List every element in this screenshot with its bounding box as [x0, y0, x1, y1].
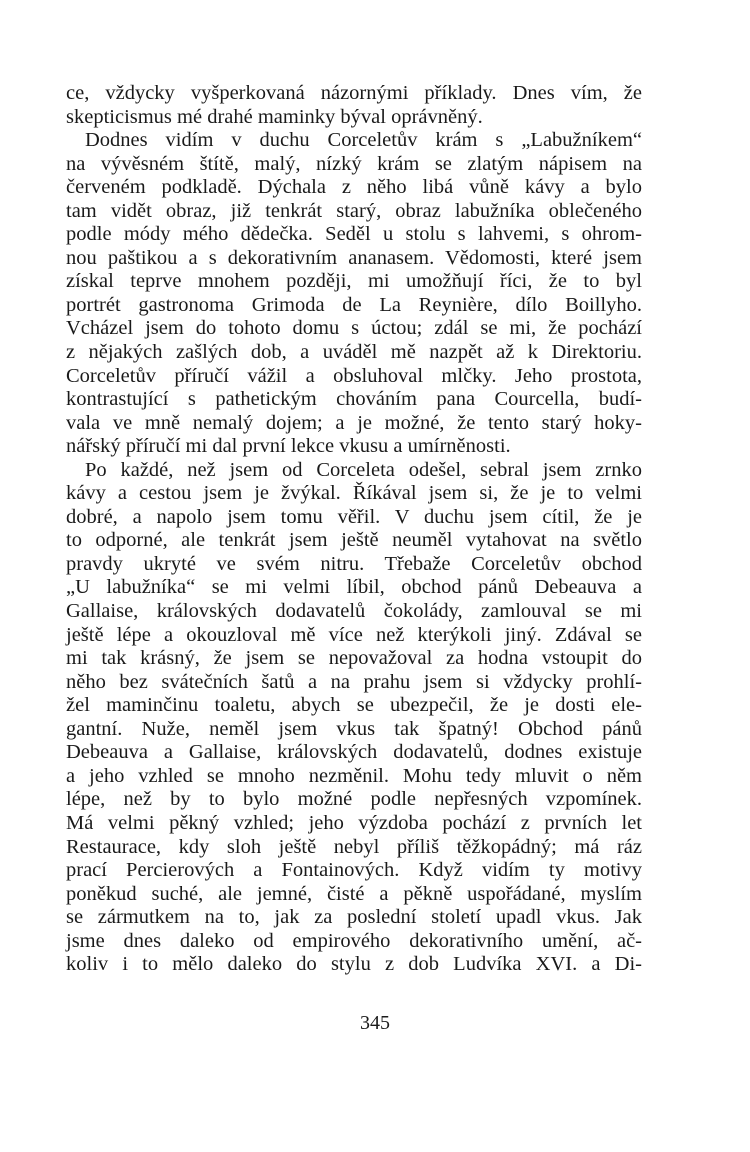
text-line: kontrastující s pathetickým chováním pana Courcella, budí-	[66, 388, 642, 411]
text-line: na vývěsném štítě, malý, nízký krám se zlatým nápisem na	[66, 152, 642, 175]
text-line: Má velmi pěkný vzhled; jeho výzdoba pochází z prvních let	[66, 811, 642, 834]
text-line: Dodnes vidím v duchu Corceletův krám s „Labužníkem“	[85, 129, 642, 152]
text-line: kávy a cestou jsem je žvýkal. Říkával jsem si, že je to velmi	[66, 482, 642, 505]
text-line: poněkud suché, ale jemné, čisté a pěkně uspořádané, myslím	[66, 882, 642, 905]
text-line: nářský příručí mi dal první lekce vkusu a umírněnosti.	[66, 435, 511, 458]
text-line: se zármutkem na to, jak za poslední století upadl vkus. Jak	[66, 906, 642, 929]
text-line: portrét gastronoma Grimoda de La Reynière, dílo Boillyho.	[66, 293, 642, 316]
text-line: něho bez svátečních šatů a na prahu jsem si vždycky prohlí-	[66, 670, 642, 693]
text-line: to odporné, ale tenkrát jsem ještě neuměl vytahovat na světlo	[66, 529, 642, 552]
text-line: jsme dnes daleko od empirového dekorativního umění, ač-	[66, 929, 642, 952]
text-line: červeném podkladě. Dýchala z něho libá vůně kávy a bylo	[66, 176, 642, 199]
text-line: získal teprve mnohem později, mi umožňují říci, že to byl	[66, 270, 642, 293]
text-line: Corceletův příručí vážil a obsluhoval mlčky. Jeho prostota,	[66, 364, 642, 387]
text-line: mi tak krásný, že jsem se nepovažoval za hodna vstoupit do	[66, 647, 642, 670]
text-line: gantní. Nuže, neměl jsem vkus tak špatný! Obchod pánů	[66, 717, 642, 740]
text-line: pravdy ukryté ve svém nitru. Třebaže Corceletův obchod	[66, 552, 642, 575]
text-line: lépe, než by to bylo možné podle nepřesných vzpomínek.	[66, 788, 642, 811]
text-line: podle módy mého dědečka. Seděl u stolu s lahvemi, s ohrom-	[66, 223, 642, 246]
body-text	[66, 82, 642, 977]
text-line: Restaurace, kdy sloh ještě nebyl příliš těžkopádný; má ráz	[66, 835, 642, 858]
text-line: „U labužníka“ se mi velmi líbil, obchod pánů Debeauva a	[66, 576, 642, 599]
text-line: ještě lépe a okouzloval mě více než kterýkoli jiný. Zdával se	[66, 623, 642, 646]
text-line: Debeauva a Gallaise, královských dodavatelů, dodnes existuje	[66, 741, 642, 764]
page-number: 345	[360, 1012, 390, 1034]
text-line: Po každé, než jsem od Corceleta odešel, sebral jsem zrnko	[85, 458, 642, 481]
text-line: koliv i to mělo daleko do stylu z dob Ludvíka XVI. a Di-	[66, 953, 642, 976]
text-line: žel maminčinu toaletu, abych se ubezpečil, že je dosti ele-	[66, 694, 642, 717]
text-line: dobré, a napolo jsem tomu věřil. V duchu jsem cítil, že je	[66, 505, 642, 528]
text-line: ce, vždycky vyšperkovaná názornými příklady. Dnes vím, že	[66, 82, 642, 104]
text-line: a jeho vzhled se mnoho nezměnil. Mohu tedy mluvit o něm	[66, 764, 642, 787]
text-line: tam vidět obraz, již tenkrát starý, obraz labužníka oblečeného	[66, 199, 642, 222]
text-line: skepticismus mé drahé maminky býval oprávněný.	[66, 105, 483, 128]
text-line: prací Percierových a Fontainových. Když vidím ty motivy	[66, 859, 642, 882]
text-line: z nějakých zašlých dob, a uváděl mě nazpět až k Direktoriu.	[66, 341, 642, 364]
text-line: Vcházel jsem do tohoto domu s úctou; zdál se mi, že pochází	[66, 317, 642, 340]
text-line: Gallaise, královských dodavatelů čokolády, zamlouval se mi	[66, 600, 642, 623]
text-line: vala ve mně nemalý dojem; a je možné, že tento starý hoky-	[66, 411, 642, 434]
text-line: nou paštikou a s dekorativním ananasem. Vědomosti, které jsem	[66, 246, 642, 269]
